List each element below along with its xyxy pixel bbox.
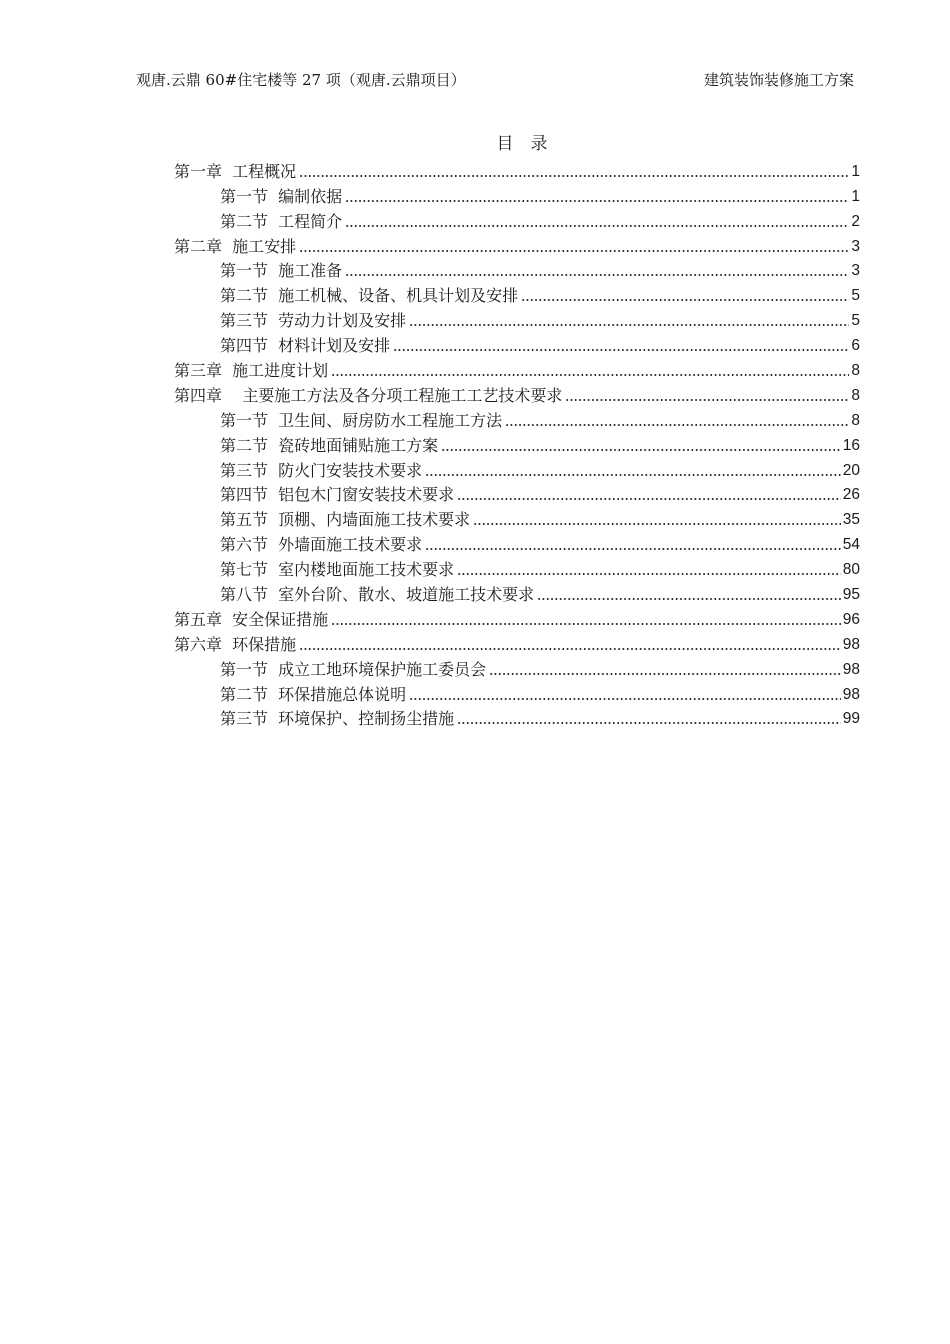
page-header — [136, 68, 854, 92]
toc-page-number: 99 — [842, 710, 860, 728]
toc-entry-label: 第四节 铝包木门窗安装技术要求 — [220, 485, 455, 505]
toc-dot-leader — [457, 721, 841, 725]
toc-dot-leader — [457, 497, 841, 501]
toc-dot-leader — [299, 249, 849, 253]
toc-section-entry[interactable] — [174, 208, 860, 233]
toc-page-number: 1 — [851, 187, 860, 205]
toc-dot-leader — [537, 597, 841, 601]
toc-section-entry[interactable] — [174, 506, 860, 531]
toc-entry-label: 第六章 环保措施 — [174, 634, 297, 654]
toc-dot-leader — [345, 224, 849, 228]
toc-page-number: 98 — [842, 685, 860, 703]
toc-dot-leader — [345, 199, 849, 203]
toc-chapter-entry[interactable] — [174, 357, 860, 382]
toc-page-number: 26 — [842, 486, 860, 504]
toc-chapter-entry[interactable] — [174, 382, 860, 407]
toc-dot-leader — [565, 398, 849, 402]
toc-dot-leader — [393, 348, 849, 352]
toc-entry-label: 第一章 工程概况 — [174, 161, 297, 181]
toc-section-entry[interactable] — [174, 706, 860, 731]
toc-section-entry[interactable] — [174, 432, 860, 457]
toc-dot-leader — [425, 547, 841, 551]
toc-entry-label: 第二章 施工安排 — [174, 236, 297, 256]
toc-entry-label: 第二节 瓷砖地面铺贴施工方案 — [220, 435, 439, 455]
toc-title: 目 录 — [496, 134, 548, 154]
toc-page-number: 5 — [851, 287, 860, 305]
toc-section-entry[interactable] — [174, 457, 860, 482]
toc-dot-leader — [425, 473, 841, 477]
toc-entry-label: 第四章 主要施工方法及各分项工程施工工艺技术要求 — [174, 385, 563, 405]
table-of-contents — [174, 158, 860, 730]
toc-entry-label: 第六节 外墙面施工技术要求 — [220, 535, 423, 555]
toc-page-number: 2 — [851, 212, 860, 230]
toc-dot-leader — [505, 423, 849, 427]
toc-page-number: 5 — [851, 312, 860, 330]
header-project-title: 观唐.云鼎 60#住宅楼等 27 项（观唐.云鼎项目） — [136, 71, 466, 89]
toc-entry-label: 第五节 顶棚、内墙面施工技术要求 — [220, 510, 471, 530]
toc-dot-leader — [299, 647, 841, 651]
toc-dot-leader — [331, 373, 849, 377]
toc-page-number: 8 — [851, 362, 860, 380]
toc-page-number: 98 — [842, 635, 860, 653]
toc-page-number: 8 — [851, 386, 860, 404]
toc-page-number: 54 — [842, 536, 860, 554]
toc-section-entry[interactable] — [174, 531, 860, 556]
toc-page-number: 8 — [851, 411, 860, 429]
toc-entry-label: 第二节 工程简介 — [220, 211, 343, 231]
toc-chapter-entry[interactable] — [174, 631, 860, 656]
toc-page-number: 35 — [842, 511, 860, 529]
toc-entry-label: 第二节 环保措施总体说明 — [220, 684, 407, 704]
toc-dot-leader — [521, 298, 849, 302]
toc-dot-leader — [473, 522, 841, 526]
toc-entry-label: 第三节 环境保护、控制扬尘措施 — [220, 709, 455, 729]
toc-dot-leader — [457, 572, 841, 576]
toc-page-number: 6 — [851, 337, 860, 355]
header-document-title: 建筑装饰装修施工方案 — [703, 71, 854, 89]
toc-section-entry[interactable] — [174, 332, 860, 357]
toc-page-number: 80 — [842, 561, 860, 579]
toc-dot-leader — [409, 323, 849, 327]
toc-entry-label: 第三节 劳动力计划及安排 — [220, 311, 407, 331]
toc-section-entry[interactable] — [174, 258, 860, 283]
toc-entry-label: 第三章 施工进度计划 — [174, 361, 329, 381]
toc-page-number: 3 — [851, 237, 860, 255]
toc-section-entry[interactable] — [174, 482, 860, 507]
toc-section-entry[interactable] — [174, 581, 860, 606]
toc-entry-label: 第一节 成立工地环境保护施工委员会 — [220, 659, 487, 679]
toc-dot-leader — [345, 273, 849, 277]
toc-section-entry[interactable] — [174, 656, 860, 681]
toc-section-entry[interactable] — [174, 282, 860, 307]
toc-section-entry[interactable] — [174, 183, 860, 208]
toc-chapter-entry[interactable] — [174, 606, 860, 631]
toc-page-number: 95 — [842, 586, 860, 604]
toc-entry-label: 第二节 施工机械、设备、机具计划及安排 — [220, 286, 519, 306]
toc-section-entry[interactable] — [174, 556, 860, 581]
toc-entry-label: 第一节 施工准备 — [220, 261, 343, 281]
toc-section-entry[interactable] — [174, 681, 860, 706]
toc-dot-leader — [489, 672, 841, 676]
toc-page-number: 96 — [842, 610, 860, 628]
toc-entry-label: 第七节 室内楼地面施工技术要求 — [220, 560, 455, 580]
toc-page-number: 98 — [842, 660, 860, 678]
toc-page-number: 1 — [851, 162, 860, 180]
toc-entry-label: 第八节 室外台阶、散水、坡道施工技术要求 — [220, 585, 535, 605]
toc-entry-label: 第五章 安全保证措施 — [174, 609, 329, 629]
toc-entry-label: 第三节 防火门安装技术要求 — [220, 460, 423, 480]
toc-section-entry[interactable] — [174, 407, 860, 432]
toc-section-entry[interactable] — [174, 307, 860, 332]
toc-page-number: 16 — [842, 436, 860, 454]
toc-chapter-entry[interactable] — [174, 233, 860, 258]
toc-chapter-entry[interactable] — [174, 158, 860, 183]
toc-dot-leader — [409, 697, 841, 701]
toc-entry-label: 第四节 材料计划及安排 — [220, 336, 391, 356]
toc-entry-label: 第一节 卫生间、厨房防水工程施工方法 — [220, 410, 503, 430]
toc-dot-leader — [331, 622, 841, 626]
toc-page-number: 3 — [851, 262, 860, 280]
toc-dot-leader — [441, 448, 841, 452]
toc-page-number: 20 — [842, 461, 860, 479]
toc-entry-label: 第一节 编制依据 — [220, 186, 343, 206]
toc-dot-leader — [299, 174, 849, 178]
